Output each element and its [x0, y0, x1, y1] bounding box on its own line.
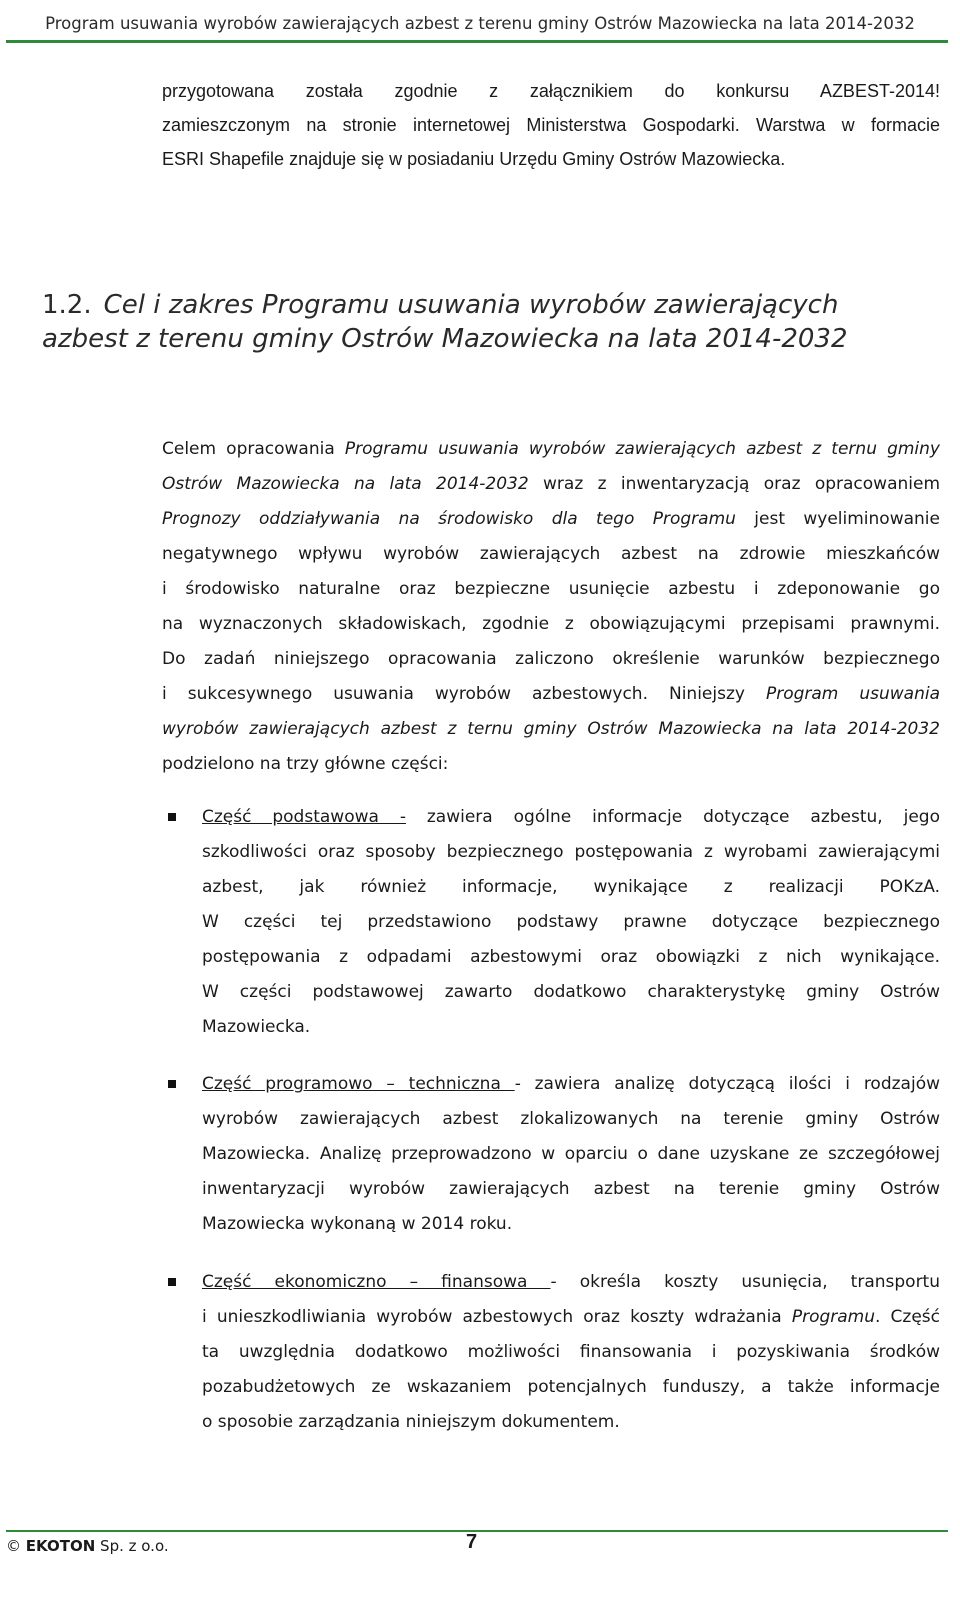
- program-name-italic: wyrobów zawierających azbest z ternu gminy Ostrów Mazowiecka na lata 2014-2032: [162, 719, 940, 739]
- list-line: [202, 1067, 940, 1102]
- part-text: i unieszkodliwiania wyrobów azbestowych oraz koszty wdrażania: [202, 1307, 792, 1327]
- section-title-line1: Cel i zakres Programu usuwania wyrobów zawierających: [103, 290, 839, 320]
- list-line: Mazowiecka.: [202, 1017, 311, 1037]
- copyright-icon: ©: [6, 1537, 21, 1555]
- header-divider: [6, 40, 948, 43]
- list-item-text: [202, 1067, 940, 1242]
- list-line: azbest, jak również informacje, wynikające z realizacji POKzA.: [202, 877, 940, 897]
- body-line: i środowisko naturalne oraz bezpieczne usunięcie azbestu i zdeponowanie go: [162, 579, 940, 599]
- list-line: szkodliwości oraz sposoby bezpiecznego postępowania z wyrobami zawierającymi: [202, 842, 940, 862]
- body-line: [162, 432, 940, 467]
- list-line: [202, 1265, 940, 1300]
- list-item-text: [202, 1265, 940, 1440]
- list-line: inwentaryzacji wyrobów zawierających azbest na terenie gminy Ostrów: [202, 1179, 940, 1199]
- list-line: wyrobów zawierających azbest zlokalizowanych na terenie gminy Ostrów: [202, 1109, 940, 1129]
- page-header: [0, 0, 960, 44]
- page-number: 7: [466, 1531, 478, 1553]
- body-line: podzielono na trzy główne części:: [162, 754, 449, 774]
- list-line: Mazowiecka wykonaną w 2014 roku.: [202, 1214, 513, 1234]
- bullet-square-icon: [168, 813, 176, 821]
- body-text: i sukcesywnego usuwania wyrobów azbestowych. Niniejszy: [162, 684, 766, 704]
- company-name-bold: EKOTON: [25, 1537, 96, 1555]
- intro-line: przygotowana została zgodnie z załącznikiem do konkursu AZBEST-2014!: [162, 81, 940, 101]
- section-heading: [42, 288, 942, 356]
- part-text: zawiera ogólne informacje dotyczące azbestu, jego: [405, 807, 940, 827]
- bullet-square-icon: [168, 1080, 176, 1088]
- intro-line: ESRI Shapefile znajduje się w posiadaniu Urzędu Gminy Ostrów Mazowiecka.: [162, 149, 786, 169]
- bullet-square-icon: [168, 1278, 176, 1286]
- prognosis-name-italic: Prognozy oddziaływania na środowisko dla tego Programu: [162, 509, 736, 529]
- body-line: [162, 502, 940, 537]
- footer-company: [6, 1537, 169, 1555]
- body-text: Celem opracowania: [162, 439, 345, 459]
- list-line: W części podstawowej zawarto dodatkowo charakterystykę gminy Ostrów: [202, 982, 940, 1002]
- part-text: - określa koszty usunięcia, transportu: [550, 1272, 940, 1292]
- body-text: jest wyeliminowanie: [735, 509, 940, 529]
- body-line: na wyznaczonych składowiskach, zgodnie z obowiązującymi przepisami prawnymi.: [162, 614, 940, 634]
- list-line: [202, 1300, 940, 1335]
- header-title: Program usuwania wyrobów zawierających azbest z terenu gminy Ostrów Mazowiecka na lata 2014-2032: [45, 14, 915, 33]
- body-line: [162, 677, 940, 712]
- body-line: [162, 712, 940, 747]
- part-title: Część programowo – techniczna: [202, 1074, 515, 1094]
- list-line: ta uwzględnia dodatkowo możliwości finansowania i pozyskiwania środków: [202, 1342, 940, 1362]
- part-title: Część podstawowa -: [202, 807, 406, 827]
- section-number: 1.2.: [42, 290, 92, 320]
- section-title-line2: azbest z terenu gminy Ostrów Mazowiecka na lata 2014-2032: [42, 324, 848, 354]
- program-name-italic: Programu: [791, 1307, 876, 1327]
- body-paragraph: [162, 432, 940, 782]
- program-name-italic: Ostrów Mazowiecka na lata 2014-2032: [162, 474, 529, 494]
- body-line: negatywnego wpływu wyrobów zawierających azbest na zdrowie mieszkańców: [162, 544, 940, 564]
- list-line: W części tej przedstawiono podstawy prawne dotyczące bezpiecznego: [202, 912, 940, 932]
- list-item-text: [202, 800, 940, 1045]
- part-text: - zawiera analizę dotyczącą ilości i rodzajów: [514, 1074, 940, 1094]
- list-line: o sposobie zarządzania niniejszym dokumentem.: [202, 1412, 620, 1432]
- body-line: [162, 467, 940, 502]
- part-title: Część ekonomiczno – finansowa: [202, 1272, 551, 1292]
- section-heading-line1: [42, 288, 942, 322]
- intro-paragraph: [162, 74, 940, 176]
- program-name-italic: Program usuwania: [765, 684, 940, 704]
- intro-line: zamieszczonym na stronie internetowej Ministerstwa Gospodarki. Warstwa w formacie: [162, 115, 940, 135]
- body-text: wraz z inwentaryzacją oraz opracowaniem: [528, 474, 941, 494]
- list-line: pozabudżetowych ze wskazaniem potencjalnych funduszy, a także informacje: [202, 1377, 940, 1397]
- part-text: . Część: [875, 1307, 940, 1327]
- program-name-italic: Programu usuwania wyrobów zawierających azbest z ternu gminy: [344, 439, 940, 459]
- body-line: Do zadań niniejszego opracowania zaliczono określenie warunków bezpiecznego: [162, 649, 940, 669]
- list-line: Mazowiecka. Analizę przeprowadzono w oparciu o dane uzyskane ze szczegółowej: [202, 1144, 940, 1164]
- list-line: [202, 800, 940, 835]
- company-suffix: Sp. z o.o.: [95, 1537, 169, 1555]
- list-line: postępowania z odpadami azbestowymi oraz obowiązki z nich wynikające.: [202, 947, 940, 967]
